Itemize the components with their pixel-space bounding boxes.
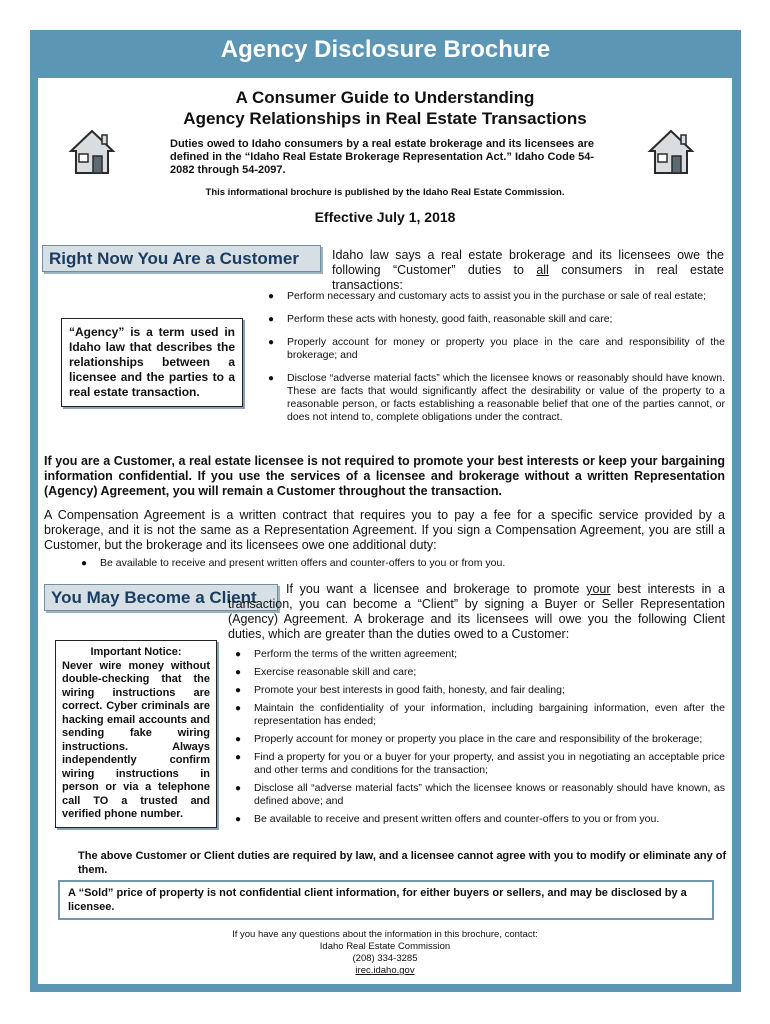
contact-phone: (208) 334-3285 (352, 953, 418, 964)
sold-price-box: A “Sold” price of property is not confidential client information, for either buyers or sellers, and may be disclosed by a licensee. (58, 880, 714, 920)
list-item: ● Properly account for money or property you place in the care and responsibility of the brokerage; (235, 733, 703, 745)
house-icon (68, 128, 116, 176)
duties-statement: Duties owed to Idaho consumers by a real estate brokerage and its licensees are defined in the “Idaho Real Estate Brokerage Representation Act.” Idaho Code 54-2082 through 54-2097. (170, 138, 594, 176)
effective-date: Effective July 1, 2018 (314, 209, 456, 225)
customer-duties-list (265, 290, 725, 434)
list-item: ● Disclose all “adverse material facts” which the licensee knows or reasonably should have known, as defined above; and (235, 782, 725, 807)
subtitle-line-2: Agency Relationships in Real Estate Transactions (183, 109, 587, 128)
notice-title: Important Notice: (90, 646, 182, 658)
list-item: ● Perform these acts with honesty, good faith, reasonable skill and care; (268, 313, 613, 325)
contact-intro: If you have any questions about the information in this brochure, contact: (232, 929, 538, 940)
client-intro: If you want a licensee and brokerage to promote your best interests in a transaction, you can become a “Client” by signing a Buyer or Seller Representation (Agency) Agreement. A brokerage and its licensees will owe you the following Client duties, which are greater than the duties owed to a Customer: (228, 582, 725, 641)
list-item: ● Promote your best interests in good faith, honesty, and fair dealing; (235, 684, 565, 696)
additional-duty-list (78, 557, 718, 580)
wire-fraud-notice-box (55, 640, 217, 828)
list-item: ● Perform necessary and customary acts to assist you in the purchase or sale of real estate; (268, 290, 707, 302)
customer-heading: Right Now You Are a Customer (42, 245, 321, 272)
law-paragraph: The above Customer or Client duties are required by law, and a licensee cannot agree with you to modify or eliminate any of them. (78, 850, 727, 876)
agency-definition-box: “Agency” is a term used in Idaho law that describes the relationships between a licensee and the parties to a real estate transaction. (61, 318, 243, 407)
list-item: ● Maintain the confidentiality of your information, including bargaining information, even after the representation has ended; (235, 702, 725, 727)
list-item: ● Be available to receive and present written offers and counter-offers to you or from you. (81, 557, 506, 569)
brochure-title: Agency Disclosure Brochure (220, 36, 551, 63)
list-item: ● Be available to receive and present written offers and counter-offers to you or from you. (235, 813, 660, 825)
list-item: ● Properly account for money or property you place in the care and responsibility of the brokerage; and (268, 336, 725, 361)
list-item: ● Exercise reasonable skill and care; (235, 666, 417, 678)
contact-website-link[interactable]: irec.idaho.gov (355, 965, 415, 976)
contact-name: Idaho Real Estate Commission (319, 941, 451, 952)
house-icon (647, 128, 695, 176)
customer-rights-paragraph: If you are a Customer, a real estate licensee is not required to promote your best interests or keep your bargaining information confidential. If you use the services of a licensee and brokerage without a written Representation (Agency) Agreement, you will remain a Customer throughout the transaction. (44, 454, 725, 498)
compensation-paragraph: A Compensation Agreement is a written contract that requires you to pay a fee for a specific service provided by a brokerage, and it is not the same as a Representation Agreement. If you sign a Compensation Agreement, you are still a Customer, but the brokerage and its licensees owe one additional duty: (44, 508, 725, 552)
client-duties-list (232, 648, 725, 831)
notice-body: Never wire money without double-checking that the wiring instructions are correct. Cyber criminals are hacking email accounts and sending fake wiring instructions. Always independently confirm wiring instructions in person or via a telephone call TO a trusted and verified phone number. (62, 659, 210, 820)
list-item: ● Find a property for you or a buyer for your property, and assist you in negotiating an acceptable price and other terms and conditions for the transaction; (235, 751, 725, 776)
client-heading: You May Become a Client (44, 584, 278, 611)
customer-intro: Idaho law says a real estate brokerage and its licensees owe the following “Customer” duties to all consumers in real estate transactions: (332, 248, 724, 292)
list-item: ● Disclose “adverse material facts” which the licensee knows or reasonably should have known. These are facts that would significantly affect the desirability or value of the property to a reasonable person, or facts establishing a reasonable belief that one of the parties cannot, or does not intend to, complete obligations under the contract. (268, 372, 725, 423)
subtitle-line-1: A Consumer Guide to Understanding (235, 88, 535, 107)
published-by-note: This informational brochure is published by the Idaho Real Estate Commission. (205, 187, 565, 198)
list-item: ● Perform the terms of the written agreement; (235, 648, 458, 660)
